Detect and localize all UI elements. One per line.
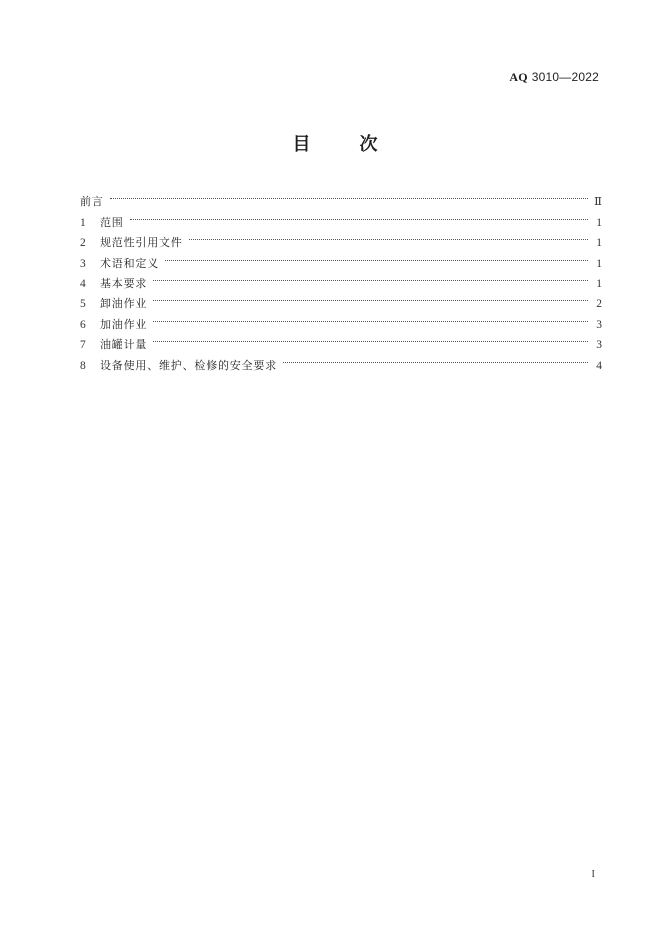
toc-entry-7[interactable]: [80, 328, 602, 352]
page-title: [0, 130, 671, 156]
toc-entry-page: 1: [596, 237, 602, 250]
toc-entry-number: 7: [80, 339, 86, 352]
toc-leader-dots: [128, 205, 590, 225]
toc-entry-label: 规范性引用文件: [100, 236, 183, 250]
toc-leader-dots: [151, 328, 590, 348]
toc-entry-number: 5: [80, 298, 86, 311]
toc-entry-page: 1: [596, 277, 602, 290]
toc-entry-page: 2: [596, 298, 602, 311]
table-of-contents: [80, 185, 602, 372]
toc-leader-dots: [151, 307, 590, 327]
toc-entry-page: Ⅱ: [594, 196, 602, 209]
standard-number: 3010—2022: [531, 70, 599, 84]
toc-entry-label: 油罐计量: [100, 338, 148, 352]
title-char-2: 次: [359, 134, 379, 155]
toc-leader-dots: [163, 246, 590, 266]
toc-leader-dots: [151, 287, 590, 307]
toc-entry-number: 4: [80, 277, 86, 290]
toc-entry-5[interactable]: [80, 287, 602, 311]
toc-entry-page: 3: [596, 318, 602, 331]
toc-entry-number: 8: [80, 359, 86, 372]
toc-entry-label: 设备使用、维护、检修的安全要求: [100, 358, 277, 372]
toc-entry-2[interactable]: [80, 226, 602, 250]
toc-entry-page: 3: [596, 339, 602, 352]
toc-entry-label: 卸油作业: [100, 297, 148, 311]
toc-entry-6[interactable]: [80, 307, 602, 331]
toc-entry-number: 6: [80, 318, 86, 331]
toc-entry-page: 4: [596, 359, 602, 372]
toc-entry-label: 术语和定义: [100, 256, 159, 270]
toc-leader-dots: [108, 185, 590, 205]
standard-prefix: AQ: [509, 70, 528, 84]
toc-entry-1[interactable]: [80, 205, 602, 229]
toc-entry-foreword[interactable]: [80, 185, 602, 209]
toc-entry-number: 2: [80, 237, 86, 250]
toc-leader-dots: [151, 267, 590, 287]
toc-entry-number: 1: [80, 216, 86, 229]
toc-entry-page: 1: [596, 216, 602, 229]
toc-entry-label: 范围: [100, 215, 124, 229]
standard-code: [509, 70, 599, 85]
page-number: I: [591, 868, 595, 880]
toc-entry-4[interactable]: [80, 267, 602, 290]
toc-entry-label: 基本要求: [100, 276, 148, 290]
toc-leader-dots: [187, 226, 590, 246]
toc-entry-label: 前言: [80, 195, 104, 209]
title-char-1: 目: [292, 134, 312, 155]
toc-entry-8[interactable]: [80, 348, 602, 372]
toc-leader-dots: [281, 348, 590, 368]
toc-entry-number: 3: [80, 257, 86, 270]
toc-entry-page: 1: [596, 257, 602, 270]
toc-entry-label: 加油作业: [100, 317, 148, 331]
